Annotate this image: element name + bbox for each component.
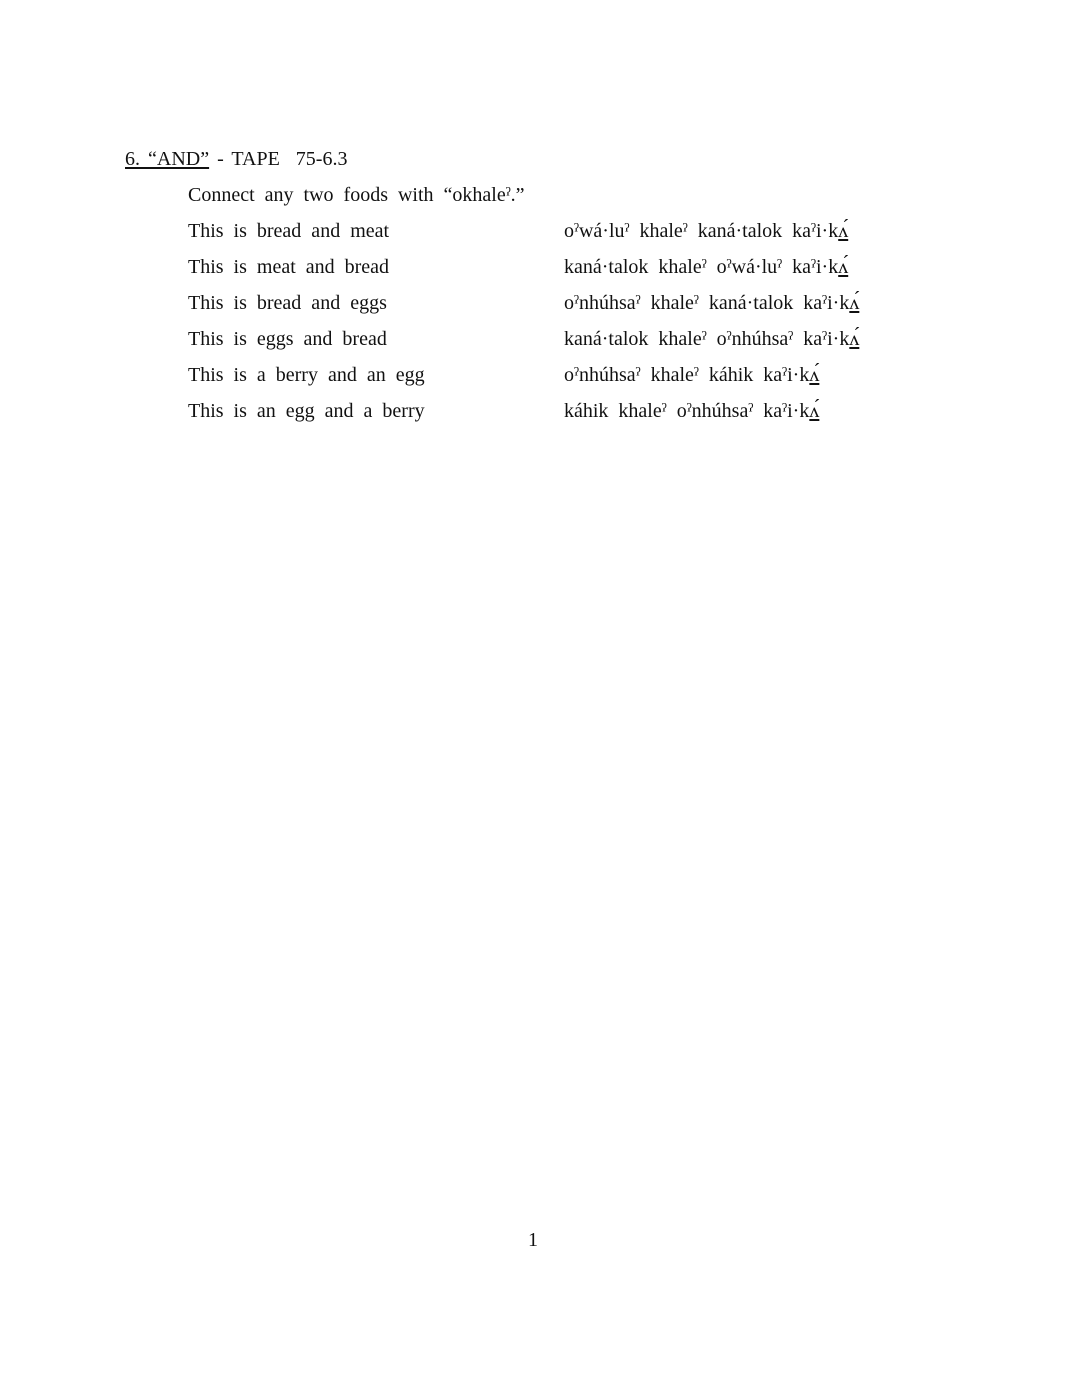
oneida-text: káhik khaleˀ oˀnhúhsaˀ kaˀi·k: [564, 400, 810, 422]
oneida-phrase: [564, 292, 859, 315]
english-phrase: This is a berry and an egg: [188, 364, 425, 386]
instruction-text: Connect any two foods with “okhaleˀ.”: [188, 184, 525, 206]
translation-row: [188, 220, 948, 256]
page-number: 1: [528, 1229, 538, 1251]
oneida-final-vowel: ʌ́: [809, 400, 820, 422]
translation-table: [188, 220, 948, 436]
translation-row: [188, 256, 948, 292]
tape-reference: TAPE 75-6.3: [231, 148, 348, 170]
oneida-phrase: [564, 400, 819, 423]
oneida-phrase: [564, 328, 859, 351]
heading-separator: -: [209, 148, 232, 170]
oneida-final-vowel: ʌ́: [838, 256, 849, 278]
oneida-text: oˀwá·luˀ khaleˀ kaná·talok kaˀi·k: [564, 220, 839, 242]
english-phrase: This is an egg and a berry: [188, 400, 425, 422]
translation-row: [188, 364, 948, 400]
oneida-final-vowel: ʌ́: [849, 328, 860, 350]
oneida-text: oˀnhúhsaˀ khaleˀ kaná·talok kaˀi·k: [564, 292, 850, 314]
translation-row: [188, 400, 948, 436]
oneida-phrase: [564, 256, 848, 279]
english-phrase: This is bread and meat: [188, 220, 390, 242]
oneida-text: kaná·talok khaleˀ oˀnhúhsaˀ kaˀi·k: [564, 328, 850, 350]
english-phrase: This is eggs and bread: [188, 328, 387, 350]
oneida-phrase: [564, 364, 819, 387]
translation-row: [188, 328, 948, 364]
translation-row: [188, 292, 948, 328]
section-number-title: 6. “AND”: [125, 148, 210, 170]
oneida-final-vowel: ʌ́: [809, 364, 820, 386]
english-phrase: This is bread and eggs: [188, 292, 387, 314]
section-heading: [125, 148, 347, 171]
oneida-phrase: [564, 220, 848, 243]
oneida-final-vowel: ʌ́: [838, 220, 849, 242]
oneida-final-vowel: ʌ́: [849, 292, 860, 314]
oneida-text: oˀnhúhsaˀ khaleˀ káhik kaˀi·k: [564, 364, 810, 386]
english-phrase: This is meat and bread: [188, 256, 390, 278]
oneida-text: kaná·talok khaleˀ oˀwá·luˀ kaˀi·k: [564, 256, 839, 278]
